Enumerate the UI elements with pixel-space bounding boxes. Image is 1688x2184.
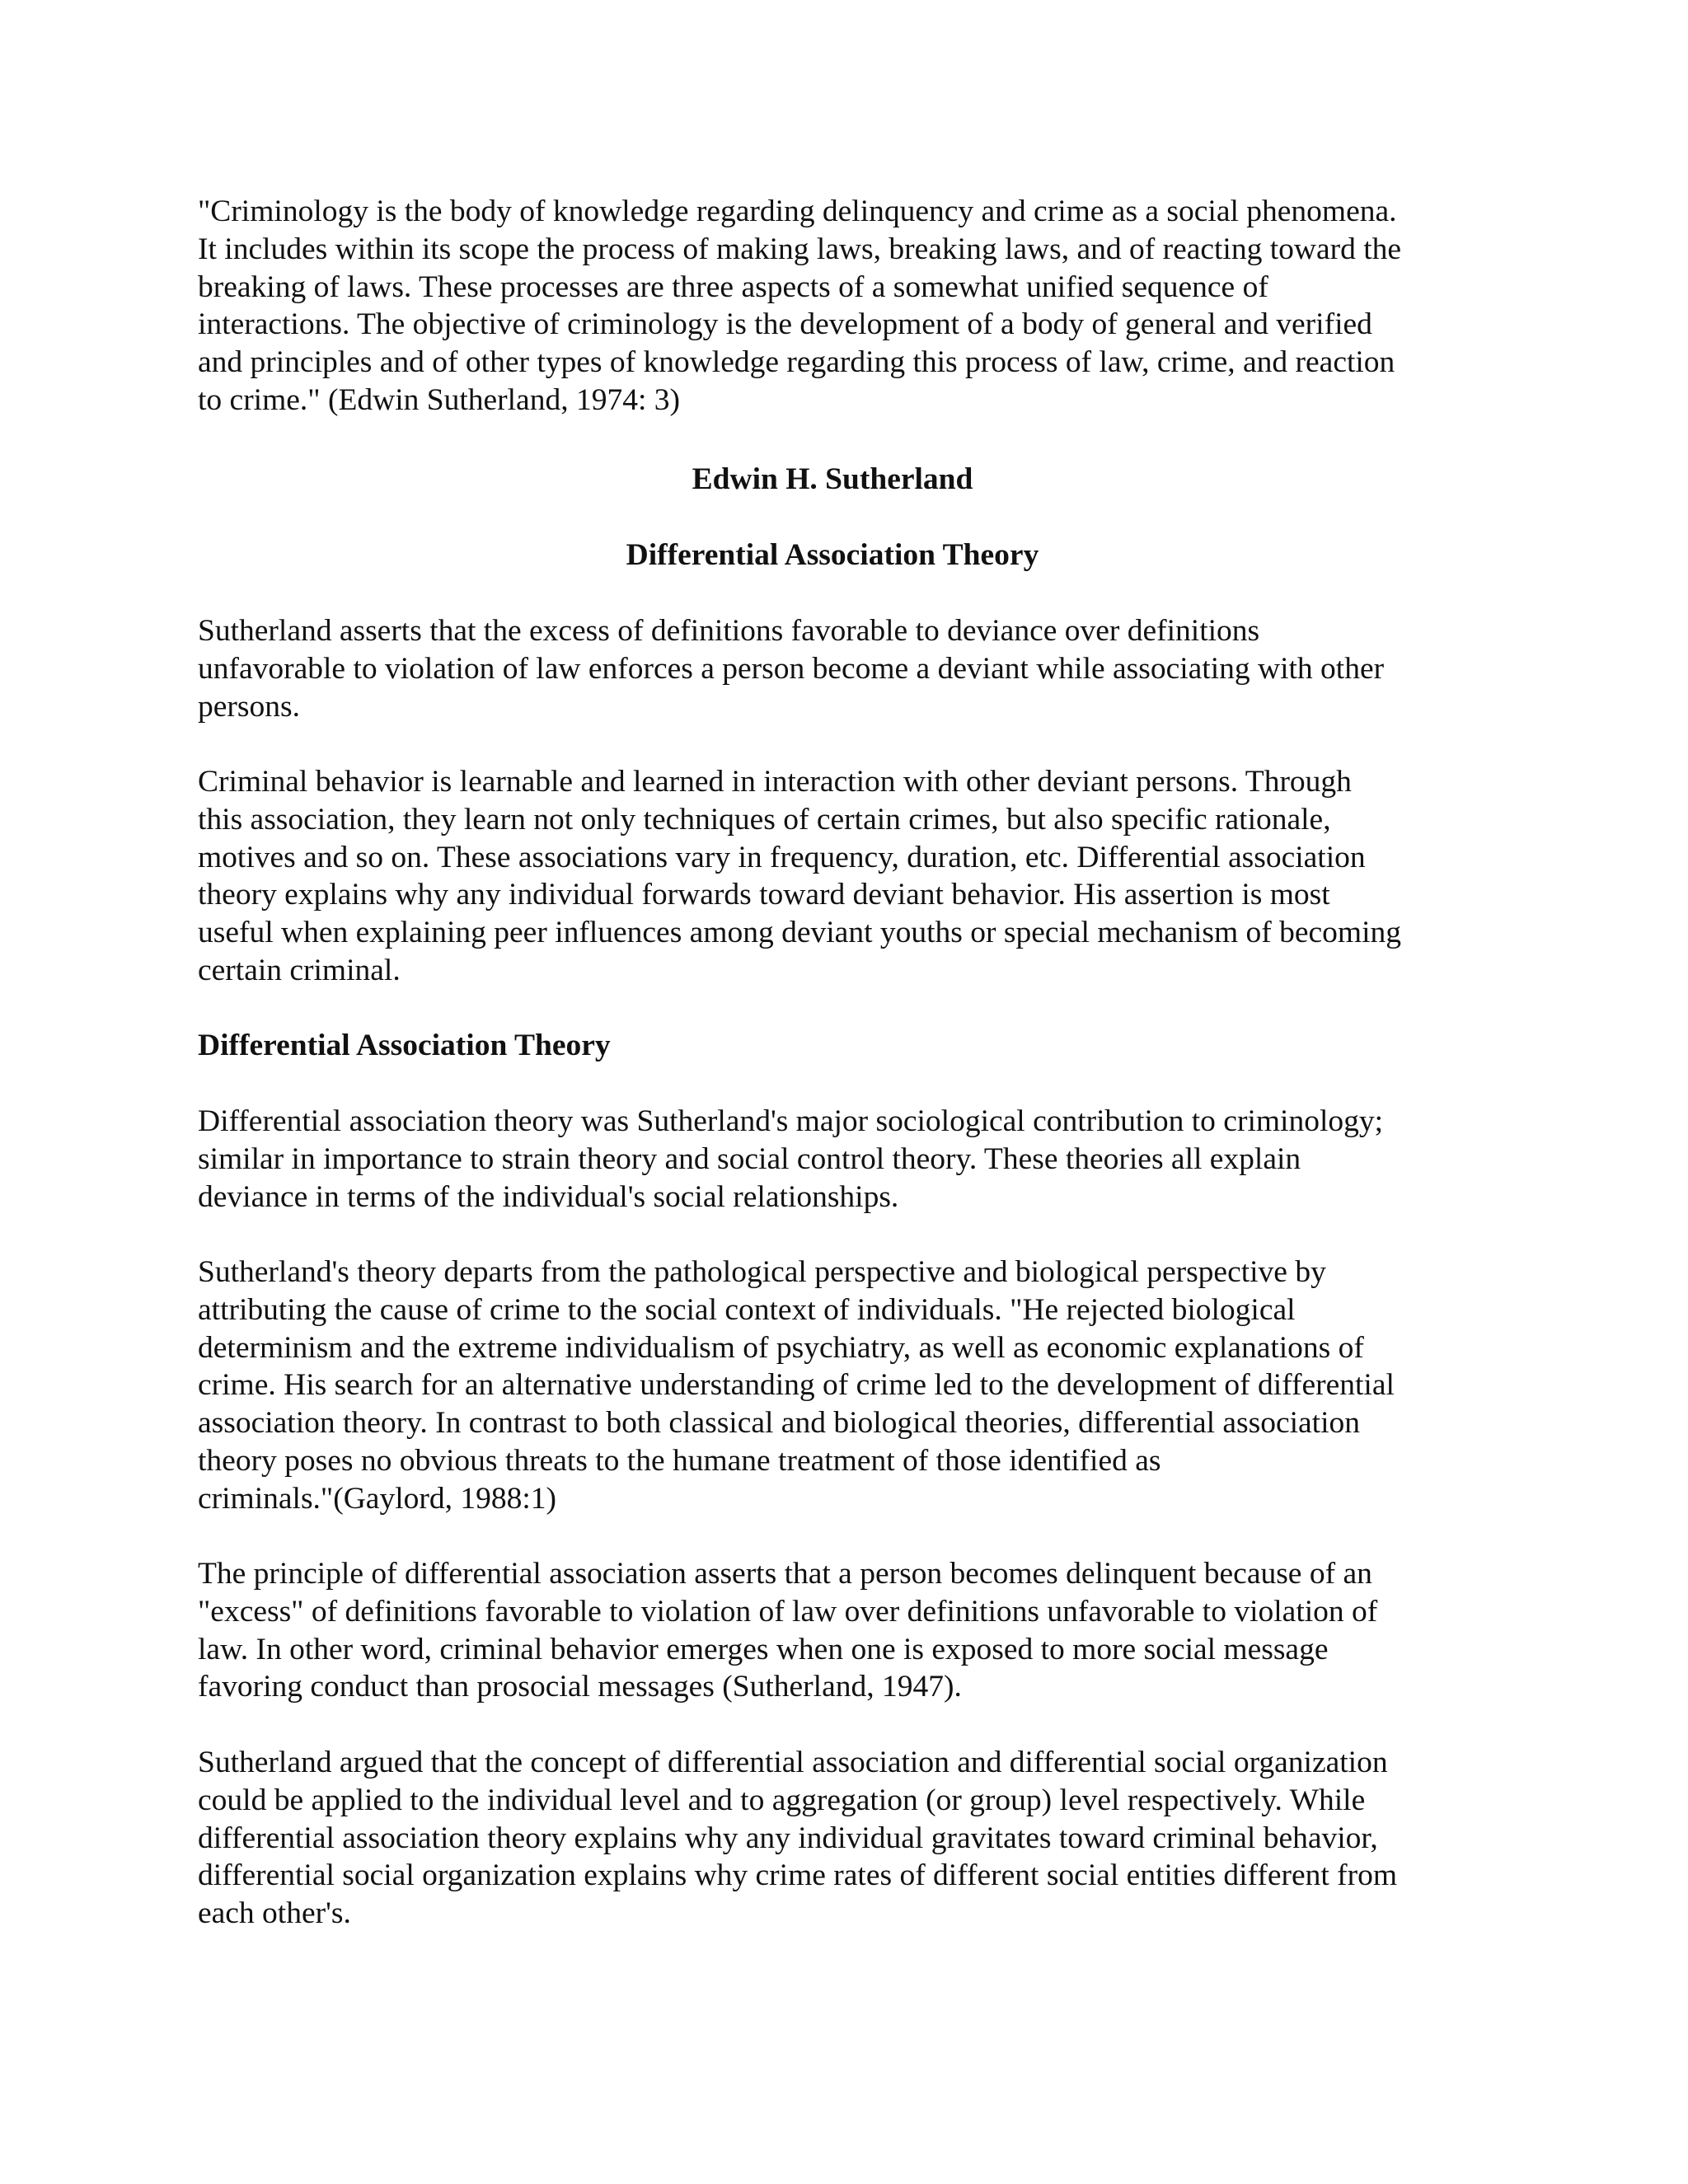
theory-heading: Differential Association Theory — [626, 538, 1039, 572]
opening-quote — [198, 193, 1401, 419]
text-line: The principle of differential association asserts that a person becomes delinquent because of an — [198, 1557, 1372, 1591]
text-line: and principles and of other types of knowledge regarding this process of law, crime, and reaction — [198, 345, 1395, 380]
text-line: unfavorable to violation of law enforces a person become a deviant while associating with other — [198, 651, 1385, 686]
text-line: crime. His search for an alternative understanding of crime led to the development of differential — [198, 1368, 1395, 1403]
text-line: breaking of laws. These processes are three aspects of a somewhat unified sequence of — [198, 269, 1268, 304]
section-paragraph — [198, 1555, 1377, 1706]
text-line: determinism and the extreme individualism of psychiatry, as well as economic explanations of — [198, 1330, 1364, 1365]
text-line: differential association theory explains why any individual gravitates toward criminal behavior, — [198, 1821, 1378, 1855]
text-line: could be applied to the individual level and to aggregation (or group) level respectively. While — [198, 1783, 1366, 1817]
text-line: differential social organization explains why crime rates of different social entities different from — [198, 1858, 1398, 1893]
text-line: interactions. The objective of criminology is the development of a body of general and verified — [198, 307, 1372, 342]
section-paragraph — [198, 1744, 1397, 1933]
section-paragraph — [198, 1254, 1395, 1518]
text-line: persons. — [198, 689, 300, 724]
text-line: favoring conduct than prosocial messages (Sutherland, 1947). — [198, 1670, 962, 1704]
text-line: to crime." (Edwin Sutherland, 1974: 3) — [198, 382, 680, 417]
text-line: Criminal behavior is learnable and learned in interaction with other deviant persons. Through — [198, 765, 1352, 799]
text-line: Sutherland argued that the concept of differential association and differential social organization — [198, 1746, 1388, 1779]
text-line: "Criminology is the body of knowledge regarding delinquency and crime as a social phenomena. — [198, 194, 1397, 228]
text-line: association theory. In contrast to both classical and biological theories, differential association — [198, 1406, 1361, 1441]
text-line: criminals."(Gaylord, 1988:1) — [198, 1481, 557, 1516]
section-heading: Differential Association Theory — [198, 1029, 611, 1062]
text-line: attributing the cause of crime to the social context of individuals. "He rejected biological — [198, 1292, 1296, 1327]
text-line: theory explains why any individual forwards toward deviant behavior. His assertion is most — [198, 878, 1330, 912]
text-line: motives and so on. These associations vary in frequency, duration, etc. Differential association — [198, 840, 1366, 874]
author-heading: Edwin H. Sutherland — [692, 462, 973, 496]
text-line: each other's. — [198, 1896, 351, 1931]
text-line: this association, they learn not only techniques of certain crimes, but also specific rationale, — [198, 802, 1331, 837]
text-line: certain criminal. — [198, 953, 401, 987]
text-line: Sutherland asserts that the excess of definitions favorable to deviance over definitions — [198, 614, 1260, 648]
text-line: similar in importance to strain theory and social control theory. These theories all explain — [198, 1141, 1301, 1176]
text-line: deviance in terms of the individual's social relationships. — [198, 1179, 899, 1214]
intro-paragraph — [198, 763, 1401, 990]
text-line: It includes within its scope the process of making laws, breaking laws, and of reacting toward the — [198, 232, 1402, 266]
text-line: theory poses no obvious threats to the humane treatment of those identified as — [198, 1443, 1161, 1478]
text-line: useful when explaining peer influences among deviant youths or special mechanism of becoming — [198, 916, 1401, 950]
text-line: Differential association theory was Sutherland's major sociological contribution to criminology; — [198, 1104, 1384, 1138]
intro-paragraph — [198, 612, 1384, 725]
text-line: law. In other word, criminal behavior emerges when one is exposed to more social message — [198, 1632, 1329, 1666]
text-line: "excess" of definitions favorable to violation of law over definitions unfavorable to violation of — [198, 1594, 1378, 1629]
section-paragraph — [198, 1103, 1383, 1216]
text-line: Sutherland's theory departs from the pathological perspective and biological perspective by — [198, 1255, 1326, 1289]
